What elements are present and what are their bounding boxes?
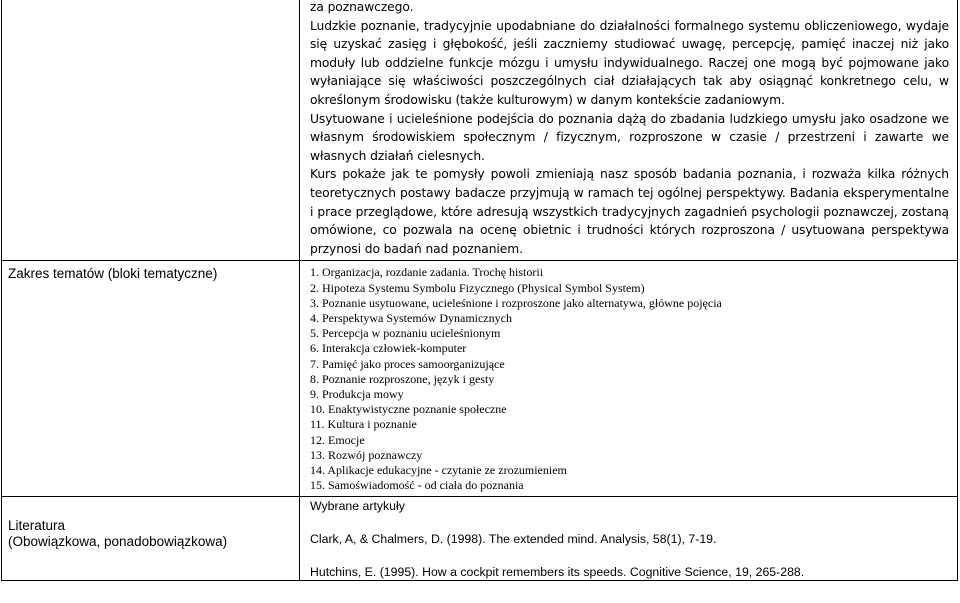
literature-list: [310, 497, 949, 580]
literature-label-line: (Obowiązkowa, ponadobowiązkowa): [8, 533, 228, 549]
list-item: 4. Perspektywa Systemów Dynamicznych: [310, 310, 512, 325]
reference-item: Clark, A, & Chalmers, D. (1998). The extended mind. Analysis, 58(1), 7-19.: [310, 532, 717, 547]
topics-label-cell: [2, 261, 300, 497]
description-cell: [300, 0, 958, 261]
list-item: 13. Rozwój poznawczy: [310, 447, 423, 462]
list-item: 12. Emocje: [310, 432, 365, 447]
list-item: 9. Produkcja mowy: [310, 386, 404, 401]
list-item: 2. Hipoteza Systemu Symbolu Fizycznego (Physical Symbol System): [310, 280, 645, 295]
list-item: 15. Samoświadomość - od ciała do poznania: [310, 478, 524, 493]
description-row: [2, 0, 958, 261]
description-paragraph: Kurs pokaże jak te pomysły powoli zmieniają nasz sposób badania poznania, i rozważa kilka różnych teoretycznych postawy badacze przyjmują w ramach tej ogólnej perspektywy. Badania eksperymentalne i prace przeglądowe, które adresują wszystkich tradycyjnych zagadnień psychologii poznawczej, zostaną omówione, co pozwala na ocenę obietnic i trudności których rozproszona / usytuowana perspektywa przynosi do badań nad poznaniem.: [310, 167, 949, 256]
syllabus-table: [1, 0, 958, 581]
description-paragraph: Usytuowane i ucieleśnione podejścia do poznania dążą do zbadania ludzkiego umysłu jako osadzone we własnym środowiskiem społecznym / fizycznym, rozproszone w czasie / przestrzeni i zawarte we własnych działań cielesnych.: [310, 111, 949, 163]
literature-row: [2, 497, 958, 581]
list-item: 5. Percepcja w poznaniu ucieleśnionym: [310, 326, 501, 341]
list-item: 14. Aplikacje edukacyjne - czytanie ze zrozumieniem: [310, 462, 567, 477]
topic-list: [310, 261, 949, 496]
list-item: 6. Interakcja człowiek-komputer: [310, 341, 467, 356]
list-item: 1. Organizacja, rozdanie zadania. Trochę historii: [310, 265, 544, 280]
literature-heading: Wybrane artykuły: [310, 499, 405, 514]
description-paragraph: za poznawczego.: [310, 0, 414, 14]
topics-label: Zakres tematów (bloki tematyczne): [8, 266, 218, 282]
reference-item: Hutchins, E. (1995). How a cockpit remembers its speeds. Cognitive Science, 19, 265-288.: [310, 565, 805, 580]
topics-row: [2, 261, 958, 497]
list-item: 7. Pamięć jako proces samoorganizujące: [310, 356, 505, 371]
list-item: 11. Kultura i poznanie: [310, 417, 417, 432]
topics-cell: [300, 261, 958, 497]
literature-cell: [300, 497, 958, 581]
description-paragraph: Ludzkie poznanie, tradycyjnie upodabniane do działalności formalnego systemu obliczeniowego, wydaje się uzyskać zasięg i głębokość, jeśli zaczniemy studiować uwagę, percepcję, pamięć inaczej niż jako moduły lub oddzielne funkcje mózgu i umysłu indywidualnego. Raczej one mogą być pojmowane jako wyłaniające się właściwości poszczególnych ciał działających tak aby osiągnąć konkretnego celu, w określonym środowisku (także kulturowym) w danym kontekście zadaniowym.: [310, 18, 949, 107]
description-label-cell: [2, 0, 300, 261]
literature-label-cell: [2, 497, 300, 581]
course-description: [310, 0, 949, 260]
list-item: 8. Poznanie rozproszone, język i gesty: [310, 371, 495, 386]
literature-label-line: Literatura: [8, 517, 66, 533]
list-item: 10. Enaktywistyczne poznanie społeczne: [310, 402, 507, 417]
literature-label: [8, 518, 293, 550]
list-item: 3. Poznanie usytuowane, ucieleśnione i rozproszone jako alternatywa, główne pojęcia: [310, 295, 722, 310]
